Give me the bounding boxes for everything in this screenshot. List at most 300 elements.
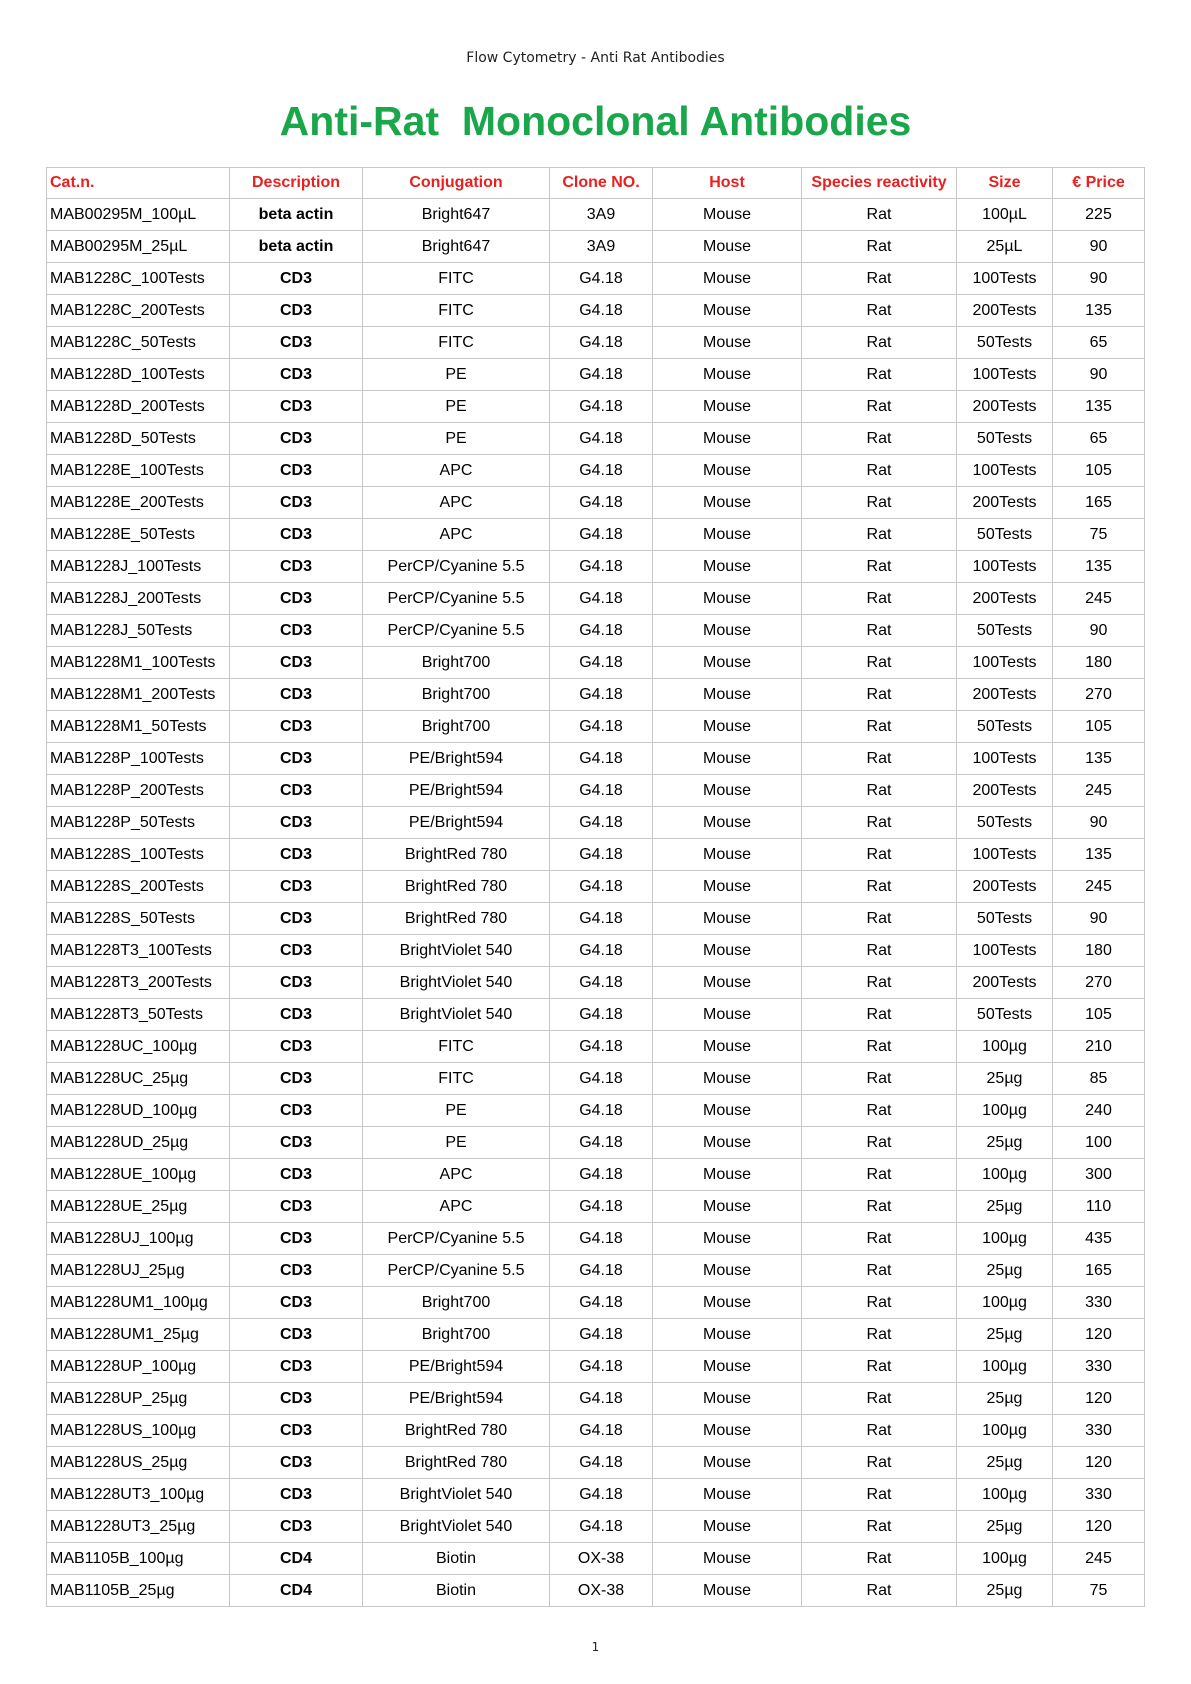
description-cell: CD3 — [230, 295, 363, 327]
table-row — [47, 1223, 1145, 1255]
clone-cell: G4.18 — [550, 871, 653, 903]
host-cell: Mouse — [653, 1223, 802, 1255]
price-cell: 105 — [1053, 711, 1145, 743]
cat-no-cell: MAB1228C_200Tests — [47, 295, 230, 327]
cat-no-cell: MAB1228E_50Tests — [47, 519, 230, 551]
host-cell: Mouse — [653, 199, 802, 231]
price-cell: 135 — [1053, 551, 1145, 583]
description-cell: CD3 — [230, 935, 363, 967]
cat-no-cell: MAB1228UC_25µg — [47, 1063, 230, 1095]
description-cell: beta actin — [230, 231, 363, 263]
description-cell: CD3 — [230, 1127, 363, 1159]
species-reactivity-cell: Rat — [802, 1479, 957, 1511]
clone-cell: G4.18 — [550, 455, 653, 487]
table-row — [47, 871, 1145, 903]
size-cell: 25µg — [957, 1063, 1053, 1095]
conjugation-cell: Bright700 — [363, 711, 550, 743]
page-header: Flow Cytometry - Anti Rat Antibodies — [466, 50, 725, 66]
size-cell: 100Tests — [957, 263, 1053, 295]
host-cell: Mouse — [653, 871, 802, 903]
table-row — [47, 1287, 1145, 1319]
price-cell: 120 — [1053, 1447, 1145, 1479]
host-cell: Mouse — [653, 1383, 802, 1415]
size-cell: 200Tests — [957, 295, 1053, 327]
description-cell: CD3 — [230, 1255, 363, 1287]
table-row — [47, 1063, 1145, 1095]
host-cell: Mouse — [653, 295, 802, 327]
clone-cell: G4.18 — [550, 295, 653, 327]
cat-no-cell: MAB1228US_25µg — [47, 1447, 230, 1479]
clone-cell: 3A9 — [550, 199, 653, 231]
host-cell: Mouse — [653, 263, 802, 295]
price-cell: 330 — [1053, 1351, 1145, 1383]
species-reactivity-cell: Rat — [802, 359, 957, 391]
price-cell: 180 — [1053, 935, 1145, 967]
description-cell: CD3 — [230, 1319, 363, 1351]
species-reactivity-cell: Rat — [802, 1127, 957, 1159]
size-cell: 25µg — [957, 1511, 1053, 1543]
cat-no-cell: MAB1228C_50Tests — [47, 327, 230, 359]
clone-cell: G4.18 — [550, 999, 653, 1031]
description-cell: CD3 — [230, 807, 363, 839]
conjugation-cell: FITC — [363, 295, 550, 327]
price-cell: 240 — [1053, 1095, 1145, 1127]
column-header: Cat.n. — [47, 168, 230, 199]
clone-cell: G4.18 — [550, 1095, 653, 1127]
size-cell: 100µL — [957, 199, 1053, 231]
table-header-row — [47, 168, 1145, 199]
conjugation-cell: Bright647 — [363, 231, 550, 263]
price-cell: 245 — [1053, 1543, 1145, 1575]
table-row — [47, 647, 1145, 679]
table-row — [47, 1479, 1145, 1511]
host-cell: Mouse — [653, 391, 802, 423]
host-cell: Mouse — [653, 1415, 802, 1447]
description-cell: CD3 — [230, 263, 363, 295]
description-cell: CD3 — [230, 1223, 363, 1255]
species-reactivity-cell: Rat — [802, 743, 957, 775]
clone-cell: G4.18 — [550, 711, 653, 743]
clone-cell: G4.18 — [550, 1479, 653, 1511]
conjugation-cell: APC — [363, 455, 550, 487]
description-cell: CD3 — [230, 615, 363, 647]
conjugation-cell: Bright647 — [363, 199, 550, 231]
description-cell: CD3 — [230, 1479, 363, 1511]
description-cell: CD3 — [230, 487, 363, 519]
size-cell: 25µg — [957, 1191, 1053, 1223]
description-cell: CD3 — [230, 583, 363, 615]
conjugation-cell: APC — [363, 487, 550, 519]
species-reactivity-cell: Rat — [802, 839, 957, 871]
species-reactivity-cell: Rat — [802, 1447, 957, 1479]
price-cell: 165 — [1053, 487, 1145, 519]
cat-no-cell: MAB1228J_100Tests — [47, 551, 230, 583]
size-cell: 100µg — [957, 1159, 1053, 1191]
table-row — [47, 615, 1145, 647]
host-cell: Mouse — [653, 487, 802, 519]
table-row — [47, 1191, 1145, 1223]
cat-no-cell: MAB1228UE_25µg — [47, 1191, 230, 1223]
table-row — [47, 551, 1145, 583]
cat-no-cell: MAB1228P_100Tests — [47, 743, 230, 775]
host-cell: Mouse — [653, 775, 802, 807]
table-row — [47, 1127, 1145, 1159]
host-cell: Mouse — [653, 1351, 802, 1383]
column-header: Host — [653, 168, 802, 199]
description-cell: CD4 — [230, 1575, 363, 1607]
size-cell: 100µg — [957, 1351, 1053, 1383]
clone-cell: G4.18 — [550, 1383, 653, 1415]
price-cell: 435 — [1053, 1223, 1145, 1255]
conjugation-cell: PerCP/Cyanine 5.5 — [363, 583, 550, 615]
species-reactivity-cell: Rat — [802, 295, 957, 327]
description-cell: CD3 — [230, 711, 363, 743]
host-cell: Mouse — [653, 839, 802, 871]
table-row — [47, 679, 1145, 711]
clone-cell: G4.18 — [550, 1255, 653, 1287]
species-reactivity-cell: Rat — [802, 423, 957, 455]
size-cell: 200Tests — [957, 967, 1053, 999]
conjugation-cell: BrightRed 780 — [363, 871, 550, 903]
size-cell: 100Tests — [957, 551, 1053, 583]
cat-no-cell: MAB1228P_50Tests — [47, 807, 230, 839]
cat-no-cell: MAB1228C_100Tests — [47, 263, 230, 295]
species-reactivity-cell: Rat — [802, 1543, 957, 1575]
table-row — [47, 1447, 1145, 1479]
clone-cell: G4.18 — [550, 1351, 653, 1383]
host-cell: Mouse — [653, 231, 802, 263]
price-cell: 165 — [1053, 1255, 1145, 1287]
column-header: Species reactivity — [802, 168, 957, 199]
species-reactivity-cell: Rat — [802, 1063, 957, 1095]
price-cell: 120 — [1053, 1511, 1145, 1543]
size-cell: 100µg — [957, 1095, 1053, 1127]
size-cell: 200Tests — [957, 487, 1053, 519]
price-cell: 90 — [1053, 903, 1145, 935]
conjugation-cell: APC — [363, 1159, 550, 1191]
host-cell: Mouse — [653, 583, 802, 615]
conjugation-cell: PerCP/Cyanine 5.5 — [363, 551, 550, 583]
clone-cell: G4.18 — [550, 839, 653, 871]
size-cell: 100µg — [957, 1415, 1053, 1447]
host-cell: Mouse — [653, 615, 802, 647]
page-title: Anti-Rat Monoclonal Antibodies — [279, 98, 912, 144]
size-cell: 50Tests — [957, 903, 1053, 935]
host-cell: Mouse — [653, 1127, 802, 1159]
description-cell: CD3 — [230, 1415, 363, 1447]
conjugation-cell: BrightViolet 540 — [363, 935, 550, 967]
cat-no-cell: MAB1228J_200Tests — [47, 583, 230, 615]
table-row — [47, 263, 1145, 295]
conjugation-cell: Bright700 — [363, 1319, 550, 1351]
price-cell: 120 — [1053, 1319, 1145, 1351]
host-cell: Mouse — [653, 1447, 802, 1479]
host-cell: Mouse — [653, 903, 802, 935]
cat-no-cell: MAB1228UM1_25µg — [47, 1319, 230, 1351]
description-cell: CD3 — [230, 551, 363, 583]
column-header: Clone NO. — [550, 168, 653, 199]
description-cell: CD3 — [230, 1511, 363, 1543]
size-cell: 200Tests — [957, 679, 1053, 711]
species-reactivity-cell: Rat — [802, 1223, 957, 1255]
conjugation-cell: PE — [363, 1095, 550, 1127]
host-cell: Mouse — [653, 327, 802, 359]
description-cell: CD3 — [230, 455, 363, 487]
table-row — [47, 487, 1145, 519]
host-cell: Mouse — [653, 1543, 802, 1575]
cat-no-cell: MAB1228UP_25µg — [47, 1383, 230, 1415]
table-row — [47, 1095, 1145, 1127]
size-cell: 100µg — [957, 1031, 1053, 1063]
description-cell: CD3 — [230, 1447, 363, 1479]
price-cell: 330 — [1053, 1415, 1145, 1447]
host-cell: Mouse — [653, 359, 802, 391]
species-reactivity-cell: Rat — [802, 903, 957, 935]
price-cell: 90 — [1053, 359, 1145, 391]
table-row — [47, 231, 1145, 263]
cat-no-cell: MAB1228UC_100µg — [47, 1031, 230, 1063]
cat-no-cell: MAB1228M1_50Tests — [47, 711, 230, 743]
cat-no-cell: MAB1228UT3_25µg — [47, 1511, 230, 1543]
host-cell: Mouse — [653, 807, 802, 839]
species-reactivity-cell: Rat — [802, 1415, 957, 1447]
price-cell: 135 — [1053, 295, 1145, 327]
conjugation-cell: APC — [363, 519, 550, 551]
size-cell: 100Tests — [957, 359, 1053, 391]
description-cell: CD3 — [230, 423, 363, 455]
price-cell: 105 — [1053, 455, 1145, 487]
host-cell: Mouse — [653, 743, 802, 775]
species-reactivity-cell: Rat — [802, 615, 957, 647]
host-cell: Mouse — [653, 551, 802, 583]
size-cell: 50Tests — [957, 423, 1053, 455]
size-cell: 100Tests — [957, 935, 1053, 967]
table-row — [47, 1383, 1145, 1415]
description-cell: CD3 — [230, 1159, 363, 1191]
clone-cell: G4.18 — [550, 967, 653, 999]
host-cell: Mouse — [653, 679, 802, 711]
clone-cell: G4.18 — [550, 1223, 653, 1255]
description-cell: CD3 — [230, 903, 363, 935]
clone-cell: G4.18 — [550, 679, 653, 711]
cat-no-cell: MAB1228T3_50Tests — [47, 999, 230, 1031]
conjugation-cell: FITC — [363, 327, 550, 359]
column-header: Conjugation — [363, 168, 550, 199]
description-cell: CD3 — [230, 1383, 363, 1415]
price-cell: 110 — [1053, 1191, 1145, 1223]
price-cell: 135 — [1053, 391, 1145, 423]
price-cell: 75 — [1053, 519, 1145, 551]
size-cell: 200Tests — [957, 391, 1053, 423]
price-cell: 330 — [1053, 1287, 1145, 1319]
description-cell: CD3 — [230, 871, 363, 903]
cat-no-cell: MAB1105B_25µg — [47, 1575, 230, 1607]
species-reactivity-cell: Rat — [802, 231, 957, 263]
size-cell: 100Tests — [957, 455, 1053, 487]
description-cell: CD3 — [230, 391, 363, 423]
host-cell: Mouse — [653, 711, 802, 743]
conjugation-cell: Biotin — [363, 1575, 550, 1607]
host-cell: Mouse — [653, 647, 802, 679]
species-reactivity-cell: Rat — [802, 871, 957, 903]
cat-no-cell: MAB1228M1_100Tests — [47, 647, 230, 679]
clone-cell: OX-38 — [550, 1575, 653, 1607]
price-cell: 90 — [1053, 615, 1145, 647]
price-cell: 245 — [1053, 775, 1145, 807]
price-cell: 180 — [1053, 647, 1145, 679]
host-cell: Mouse — [653, 1095, 802, 1127]
species-reactivity-cell: Rat — [802, 935, 957, 967]
species-reactivity-cell: Rat — [802, 519, 957, 551]
description-cell: CD3 — [230, 327, 363, 359]
page-number: 1 — [591, 1640, 600, 1654]
size-cell: 100Tests — [957, 839, 1053, 871]
price-cell: 120 — [1053, 1383, 1145, 1415]
description-cell: CD3 — [230, 1191, 363, 1223]
table-row — [47, 935, 1145, 967]
conjugation-cell: APC — [363, 1191, 550, 1223]
clone-cell: 3A9 — [550, 231, 653, 263]
conjugation-cell: PerCP/Cyanine 5.5 — [363, 615, 550, 647]
size-cell: 25µg — [957, 1319, 1053, 1351]
cat-no-cell: MAB1228J_50Tests — [47, 615, 230, 647]
price-cell: 210 — [1053, 1031, 1145, 1063]
price-cell: 300 — [1053, 1159, 1145, 1191]
host-cell: Mouse — [653, 935, 802, 967]
conjugation-cell: PerCP/Cyanine 5.5 — [363, 1223, 550, 1255]
cat-no-cell: MAB1228M1_200Tests — [47, 679, 230, 711]
table-row — [47, 1351, 1145, 1383]
size-cell: 50Tests — [957, 807, 1053, 839]
clone-cell: G4.18 — [550, 391, 653, 423]
size-cell: 100µg — [957, 1543, 1053, 1575]
species-reactivity-cell: Rat — [802, 807, 957, 839]
conjugation-cell: BrightRed 780 — [363, 903, 550, 935]
conjugation-cell: BrightViolet 540 — [363, 999, 550, 1031]
conjugation-cell: Bright700 — [363, 647, 550, 679]
table-row — [47, 1159, 1145, 1191]
price-cell: 75 — [1053, 1575, 1145, 1607]
species-reactivity-cell: Rat — [802, 775, 957, 807]
description-cell: CD3 — [230, 647, 363, 679]
table-row — [47, 423, 1145, 455]
clone-cell: G4.18 — [550, 423, 653, 455]
table-row — [47, 519, 1145, 551]
table-row — [47, 807, 1145, 839]
table-row — [47, 1415, 1145, 1447]
cat-no-cell: MAB1228D_50Tests — [47, 423, 230, 455]
table-row — [47, 711, 1145, 743]
table-row — [47, 1255, 1145, 1287]
cat-no-cell: MAB1228UM1_100µg — [47, 1287, 230, 1319]
host-cell: Mouse — [653, 1255, 802, 1287]
host-cell: Mouse — [653, 1159, 802, 1191]
clone-cell: G4.18 — [550, 807, 653, 839]
price-cell: 90 — [1053, 231, 1145, 263]
size-cell: 50Tests — [957, 327, 1053, 359]
conjugation-cell: PE/Bright594 — [363, 743, 550, 775]
column-header: € Price — [1053, 168, 1145, 199]
size-cell: 50Tests — [957, 711, 1053, 743]
description-cell: CD3 — [230, 1095, 363, 1127]
conjugation-cell: BrightRed 780 — [363, 1447, 550, 1479]
conjugation-cell: PE/Bright594 — [363, 1383, 550, 1415]
description-cell: CD3 — [230, 679, 363, 711]
clone-cell: G4.18 — [550, 1063, 653, 1095]
size-cell: 200Tests — [957, 775, 1053, 807]
price-cell: 85 — [1053, 1063, 1145, 1095]
table-body — [47, 199, 1145, 1607]
conjugation-cell: BrightViolet 540 — [363, 967, 550, 999]
clone-cell: G4.18 — [550, 327, 653, 359]
description-cell: CD3 — [230, 1063, 363, 1095]
conjugation-cell: PE — [363, 359, 550, 391]
species-reactivity-cell: Rat — [802, 1319, 957, 1351]
clone-cell: G4.18 — [550, 935, 653, 967]
clone-cell: G4.18 — [550, 1511, 653, 1543]
cat-no-cell: MAB1228E_100Tests — [47, 455, 230, 487]
conjugation-cell: FITC — [363, 1063, 550, 1095]
description-cell: CD3 — [230, 967, 363, 999]
price-cell: 65 — [1053, 327, 1145, 359]
species-reactivity-cell: Rat — [802, 999, 957, 1031]
conjugation-cell: PE/Bright594 — [363, 1351, 550, 1383]
size-cell: 25µg — [957, 1383, 1053, 1415]
cat-no-cell: MAB1228UP_100µg — [47, 1351, 230, 1383]
clone-cell: G4.18 — [550, 1159, 653, 1191]
species-reactivity-cell: Rat — [802, 1351, 957, 1383]
column-header: Description — [230, 168, 363, 199]
conjugation-cell: Bright700 — [363, 1287, 550, 1319]
description-cell: CD3 — [230, 999, 363, 1031]
size-cell: 100Tests — [957, 647, 1053, 679]
size-cell: 50Tests — [957, 615, 1053, 647]
price-cell: 135 — [1053, 743, 1145, 775]
description-cell: CD3 — [230, 1351, 363, 1383]
conjugation-cell: Bright700 — [363, 679, 550, 711]
conjugation-cell: FITC — [363, 263, 550, 295]
price-cell: 65 — [1053, 423, 1145, 455]
size-cell: 25µg — [957, 1127, 1053, 1159]
size-cell: 50Tests — [957, 999, 1053, 1031]
table-row — [47, 1031, 1145, 1063]
clone-cell: G4.18 — [550, 1127, 653, 1159]
size-cell: 100µg — [957, 1287, 1053, 1319]
species-reactivity-cell: Rat — [802, 583, 957, 615]
cat-no-cell: MAB1105B_100µg — [47, 1543, 230, 1575]
clone-cell: G4.18 — [550, 519, 653, 551]
cat-no-cell: MAB1228UJ_25µg — [47, 1255, 230, 1287]
host-cell: Mouse — [653, 967, 802, 999]
species-reactivity-cell: Rat — [802, 711, 957, 743]
table-row — [47, 391, 1145, 423]
size-cell: 200Tests — [957, 583, 1053, 615]
species-reactivity-cell: Rat — [802, 199, 957, 231]
clone-cell: G4.18 — [550, 263, 653, 295]
host-cell: Mouse — [653, 1575, 802, 1607]
description-cell: CD3 — [230, 359, 363, 391]
cat-no-cell: MAB1228UD_25µg — [47, 1127, 230, 1159]
cat-no-cell: MAB1228T3_200Tests — [47, 967, 230, 999]
clone-cell: G4.18 — [550, 551, 653, 583]
species-reactivity-cell: Rat — [802, 1095, 957, 1127]
clone-cell: G4.18 — [550, 487, 653, 519]
species-reactivity-cell: Rat — [802, 327, 957, 359]
species-reactivity-cell: Rat — [802, 551, 957, 583]
cat-no-cell: MAB1228S_200Tests — [47, 871, 230, 903]
table-row — [47, 1319, 1145, 1351]
table-row — [47, 359, 1145, 391]
